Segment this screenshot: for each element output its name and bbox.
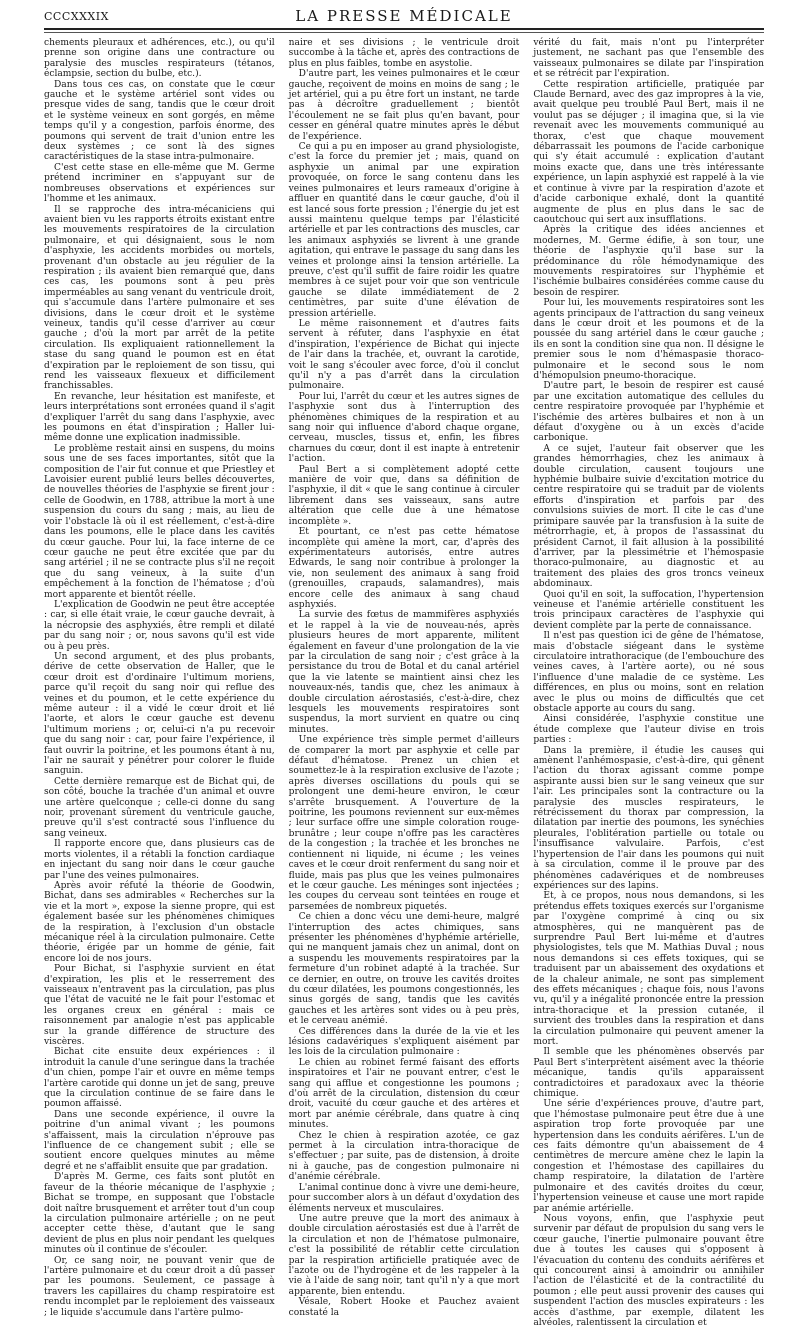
paragraph: Vésale, Robert Hooke et Pauchez avaient constaté la [288, 1297, 520, 1318]
paragraph: Il rapporte encore que, dans plusieurs cas de morts violentes, il a rétabli la fonction cardiaque en injectant du sang noir dans le cœur gauche par l'une des veines pulmonaires. [44, 839, 275, 881]
paragraph: C'est cette stase en elle-même que M. Germe prétend incriminer en s'appuyant sur de nombreuses observations et expériences sur l'homme et les animaux. [44, 162, 275, 205]
paragraph: Chez le chien à respiration azotée, ce gaz permet à la circulation intra-thoracique de s'effectuer ; par suite, pas de distension, à droite ni à gauche, pas de congestion pulmonaire ni d'anémie cérébrale. [288, 1130, 520, 1183]
paragraph: Ainsi considérée, l'asphyxie constitue une étude complexe que l'auteur divise en trois parties : [533, 714, 765, 746]
paragraph: Dans la première, il étudie les causes qui amènent l'anhémospasie, c'est-à-dire, qui gênent l'action du thorax agissant comme pompe aspirante aussi bien sur le sang veineux que sur l'air. Les principales sont la contracture ou la paralysie des muscles respirateurs, le rétrécissement du thorax par compression, la dilatation par inertie des poumons, les synéchies pleurales, l'oblitération partielle ou totale ou l'insuffisance valvulaire. Parfois, c'est l'hypertension de l'air dans les poumons qui nuit à sa circulation, comme il le prouve par des phénomènes cadavériques et de nombreuses expériences sur des lapins. [533, 745, 765, 891]
paragraph: Dans tous ces cas, on constate que le cœur gauche et le système artériel sont vides ou presque vides de sang, tandis que le cœur droit et le système veineux en sont gorgés, en même temps qu'il y a congestion, parfois énorme, des poumons qui servent de trait d'union entre les deux systèmes ; ce sont là des signes caractéristiques de la stase intra-pulmonaire. [44, 79, 275, 163]
paragraph: D'autre part, le besoin de respirer est causé par une excitation automatique des cellules du centre respiratoire provoquée par l'hyphémie et l'ischémie des artères bulbaires et non à un défaut d'oxygène ou à un excès d'acide carbonique. [533, 381, 765, 444]
paragraph: A ce sujet, l'auteur fait observer que les grandes hémorrhagies, chez les animaux à double circulation, causent toujours une hyphémie bulbaire suivie d'excitation motrice du centre respiratoire qui se traduit par de violents efforts d'inspiration et parfois par des convulsions suivies de mort. Il cite le cas d'une primipare sauvée par la transfusion à la suite de métrorrhagie, et, à propos de l'assassinat du président Carnot, il fait allusion à la possibilité d'arriver, par la plessimétrie et l'hémospasie thoraco-pulmonaire, au diagnostic et au traitement des plaies des gros troncs veineux abdominaux. [533, 443, 765, 590]
paragraph: Paul Bert a si complètement adopté cette manière de voir que, dans sa définition de l'asphyxie, il dit « que le sang continue à circuler librement dans ses vaisseaux, sans autre altération que celle due à une hématose incomplète ». [288, 464, 520, 527]
paragraph: D'autre part, les veines pulmonaires et le cœur gauche, reçoivent de moins en moins de sang ; le jet artériel, qui a pu être fort un instant, ne tarde pas à décroître graduellement ; bientôt l'écoulement ne se fait plus qu'en bavant, pour cesser en général quatre minutes après le début de l'expérience. [288, 69, 520, 142]
paragraph: chements pleuraux et adhérences, etc.), ou qu'il prenne son origine dans une contracture ou paralysie des muscles respirateurs (tétanos, éclampsie, section du bulbe, etc.). [44, 38, 275, 80]
paragraph: Et, à ce propos, nous nous demandons, si les prétendus effets toxiques exercés sur l'organisme par l'oxygène comprimé à cinq ou six atmosphères, qui ne manquèrent pas de surprendre Paul Bert lui-même et d'autres physiologistes, tels que M. Mathias Duval ; nous nous demandons si ces effets toxiques, qui se traduisent par un abaissement des oxydations et de la chaleur animale, ne sont pas simplement des effets mécaniques ; chaque fois, nous l'avons vu, qu'il y a inégalité prononcée entre la pression intra-thoracique et la pression cutanée, il survient des troubles dans la respiration et dans la circulation pulmonaire qui peuvent amener la mort. [533, 891, 765, 1047]
paragraph: Il semble que les phénomènes observés par Paul Bert s'interprètent aisément avec la théorie mécanique, tandis qu'ils apparaissent contradictoires et paradoxaux avec la théorie chimique. [533, 1047, 765, 1100]
paragraph: Une expérience très simple permet d'ailleurs de comparer la mort par asphyxie et celle par défaut d'hématose. Prenez un chien et soumettez-le à la respiration exclusive de l'azote ; après diverses oscillations du pouls qui se prolongent une demi-heure environ, le cœur s'arrête brusquement. A l'ouverture de la poitrine, les poumons reviennent sur eux-mêmes ; leur surface offre une simple coloration rouge-brunâtre ; leur coupe n'offre pas les caractères de la congestion ; la trachée et les bronches ne contiennent ni liquide, ni écume ; les veines caves et le cœur droit renferment du sang noir et fluide, mais pas plus que les veines pulmonaires et le cœur gauche. Les méninges sont injectées ; les coupes du cerveau sont teintées en rouge et parsemées de nombreux piquetés. [288, 735, 520, 912]
paragraph: naire et ses divisions ; le ventricule droit succombe à la tâche et, après des contractions de plus en plus faibles, tombe en asystolie. [288, 38, 520, 69]
paragraph: Une série d'expériences prouve, d'autre part, que l'hémostase pulmonaire peut être due à une aspiration trop forte provoquée par une hypertension dans les conduits aérifères. L'un de ces faits démontre qu'un abaissement de 4 centimètres de mercure amène chez le lapin la congestion et l'hémostase des capillaires du champ respiratoire, la dilatation de l'artère pulmonaire et des cavités droites du cœur, l'hypertension veineuse et cause une mort rapide par anémie artérielle. [533, 1099, 765, 1214]
paragraph: Le problème restait ainsi en suspens, du moins sous une de ses faces importantes, sitôt que la composition de l'air fut connue et que Priestley et Lavoisier eurent publié leurs belles découvertes, de nouvelles théories de l'asphyxie se firent jour : celle de Goodwin, en 1788, attribue la mort à une suspension du cours du sang ; mais, au lieu de voir l'obstacle là où il est réellement, c'est-à-dire dans les poumons, elle le place dans les cavités du cœur gauche. Pour lui, la face interne de ce cœur gauche ne peut être excitée que par du sang artériel ; il ne se contracte plus s'il ne reçoit que du sang veineux, à la suite d'un empêchement à la fonction de l'hématose ; d'où mort apparente et bientôt réelle. [44, 443, 275, 600]
paragraph: Dans une seconde expérience, il ouvre la poitrine d'un animal vivant ; les poumons s'affaissent, mais la circulation n'éprouve pas l'influence de ce changement subit ; elle se soutient encore quelques minutes au même degré et ne s'affaiblit ensuite que par gradation. [44, 1109, 275, 1172]
column-2 [288, 38, 520, 1318]
paragraph: Pour lui, l'arrêt du cœur et les autres signes de l'asphyxie sont dus à l'interruption des phénomènes chimiques de la respiration et au sang noir qui influence d'abord chaque organe, cerveau, muscles, tissus et, enfin, les fibres charnues du cœur, dont il est inapte à entretenir l'action. [288, 391, 520, 465]
header-rule-thin [44, 32, 764, 33]
paragraph: Après avoir réfuté la théorie de Goodwin, Bichat, dans ses admirables « Recherches sur la vie et la mort », expose la sienne propre, qui est également basée sur les phénomènes chimiques de la respiration, à l'exclusion d'un obstacle mécanique réel à la circulation pulmonaire. Cette théorie, érigée par un homme de génie, fait encore loi de nos jours. [44, 880, 275, 964]
paragraph: Nous voyons, enfin, que l'asphyxie peut survenir par défaut de propulsion du sang vers le cœur gauche, l'inertie pulmonaire pouvant être due à toutes les causes qui s'opposent à l'évacuation du contenu des conduits aérifères et qui concourent ainsi à amoindrir ou annihiler l'action de l'élasticité et de la contractilité du poumon ; elle peut aussi provenir des causes qui suspendent l'action des muscles expirateurs : les accès d'asthme, par exemple, dilatent les alvéoles, ralentissent la circulation et [533, 1213, 765, 1328]
paragraph: Et pourtant, ce n'est pas cette hématose incomplète qui amène la mort, car, d'après des expérimentateurs autorisés, entre autres Edwards, le sang noir contribue à prolonger la vie, non seulement des animaux à sang froid (grenouilles, crapauds, salamandres), mais encore celle des animaux à sang chaud asphyxiés. [288, 527, 520, 610]
paragraph: Bichat cite ensuite deux expériences : il introduit la canule d'une seringue dans la trachée d'un chien, pompe l'air et ouvre en même temps l'artère carotide qui donne un jet de sang, preuve que la circulation continue de se faire dans le poumon affaissé. [44, 1047, 275, 1110]
paragraph: Après la critique des idées anciennes et modernes, M. Germe édifie, à son tour, une théorie de l'asphyxie qu'il base sur la prédominance du rôle hémodynamique des mouvements respiratoires sur l'hyphémie et l'ischémie bulbaires considérées comme cause du besoin de respirer. [533, 225, 765, 298]
paragraph: La survie des fœtus de mammifères asphyxiés et le rappel à la vie de nouveau-nés, après plusieurs heures de mort apparente, militent également en faveur d'une prolongation de la vie par la circulation de sang noir ; c'est grâce à la persistance du trou de Botal et du canal artériel que la vie latente se maintient ainsi chez les nouveaux-nés, tandis que, chez les animaux à double circulation aérostasiés, c'est-à-dire, chez lesquels les mouvements respiratoires sont suspendus, la mort survient en quatre ou cinq minutes. [288, 610, 520, 735]
paragraph: L'animal continue donc à vivre une demi-heure, pour succomber alors à un défaut d'oxydation des éléments nerveux et musculaires. [288, 1182, 520, 1214]
paragraph: Cette respiration artificielle, pratiquée par Claude Bernard, avec des gaz impropres à la vie, avait quelque peu troublé Paul Bert, mais il ne voulut pas se déjuger ; il imagina que, si la vie revenait avec les mouvements communiqué au thorax, c'est que chaque mouvement débarrassait les poumons de l'acide carbonique qui s'y était accumulé : explication d'autant moins exacte que, dans une très intéressante expérience, un lapin asphyxié est rappelé à la vie et continue à vivre par la respiration d'azote et d'acide carbonique exhalé, dont la quantité augmente de plus en plus dans le sac de caoutchouc qui sert aux insufflations. [533, 79, 765, 225]
paragraph: Le chien au robinet fermé faisant des efforts inspiratoires et l'air ne pouvant entrer, c'est le sang qui afflue et congestionne les poumons ; d'où arrêt de la circulation, distension du cœur droit, vacuité du cœur gauche et des artères et mort par anémie cérébrale, dans quatre à cinq minutes. [288, 1057, 520, 1131]
paragraph: Le même raisonnement et d'autres faits servent à réfuter, dans l'asphyxie en état d'inspiration, l'expérience de Bichat qui injecte de l'air dans la trachée, et, ouvrant la carotide, voit le sang s'écouler avec force, d'où il conclut qu'il n'y a pas d'arrêt dans la circulation pulmonaire. [288, 318, 520, 392]
text-columns [44, 38, 765, 1328]
paragraph: Ce chien a donc vécu une demi-heure, malgré l'interruption des actes chimiques, sans présenter les phénomènes d'hyphémie artérielle, qui ne manquent jamais chez un animal, dont on a suspendu les mouvements respiratoires par la fermeture d'un robinet adapté à la trachée. Sur ce dernier, en outre, on trouve les cavités droites du cœur dilatées, les poumons congestionnés, les sinus gorgés de sang, tandis que les cavités gauches et les artères sont vides ou à peu près, et le cerveau anémié. [288, 912, 520, 1027]
paragraph: En revanche, leur hésitation est manifeste, et leurs interprétations sont erronées quand il s'agit d'expliquer l'arrêt du sang dans l'asphyxie, avec les poumons en état d'inspiration ; Haller lui-même donne une explication inadmissible. [44, 391, 275, 444]
header-rule [44, 28, 764, 30]
paragraph: Un second argument, et des plus probants, dérive de cette observation de Haller, que le cœur droit est d'ordinaire l'ultimum moriens, parce qu'il reçoit du sang noir qui reflue des veines et du poumon, et le cette expérience du même auteur : il a vidé le cœur droit et lié l'aorte, et alors le cœur gauche est devenu l'ultimum moriens ; or, celui-ci n'a pu recevoir que du sang noir : car, pour faire l'expérience, il faut ouvrir la poitrine, et les poumons étant à nu, l'air ne saurait y pénétrer pour colorer le fluide sanguin. [44, 651, 275, 777]
paragraph: Il n'est pas question ici de gêne de l'hématose, mais d'obstacle siégeant dans le système circulatoire intrathoracique (de l'embouchure des veines caves, à l'artère aorte), ou né sous l'influence d'une maladie de ce système. Les différences, en plus ou moins, sont en relation avec le plus ou moins de difficultés que cet obstacle apporte au cours du sang. [533, 631, 765, 714]
paragraph: vérité du fait, mais n'ont pu l'interpréter justement, ne sachant pas que l'ensemble des vaisseaux pulmonaires se dilate par l'inspiration et se rétrécit par l'expiration. [533, 38, 765, 80]
page-number: CCCXXXIX [44, 10, 109, 23]
paragraph: D'après M. Germe, ces faits sont plutôt en faveur de la théorie mécanique de l'asphyxie ; Bichat se trompe, en supposant que l'obstacle doit naître brusquement et arrêter tout d'un coup la circulation pulmonaire artérielle ; on ne peut accepter cette thèse, d'autant que le sang devient de plus en plus noir pendant les quelques minutes où il continue de s'écouler. [44, 1172, 275, 1256]
paragraph: Il se rapproche des intra-mécaniciens qui avaient bien vu les rapports étroits existant entre les mouvements respiratoires de la circulation pulmonaire, et qui désignaient, sous le nom d'asphyxie, les accidents morbides ou mortels, provenant d'un obstacle au jeu régulier de la respiration ; ils avaient bien remarqué que, dans ces cas, les poumons sont à peu près imperméables au sang venant du ventricule droit, qui s'accumule dans l'artère pulmonaire et ses divisions, dans le cœur droit et le système veineux, tandis qu'il cesse d'arriver au cœur gauche ; d'où la mort par arrêt de la petite circulation. Ils expliquaient rationnellement la stase du sang quand le poumon est en état d'expiration par le reploiement de son tissu, qui rend les vaisseaux flexueux et difficilement franchissables. [44, 204, 275, 392]
paragraph: Quoi qu'il en soit, la suffocation, l'hypertension veineuse et l'anémie artérielle constituent les trois principaux caractères de l'asphyxie qui devient complète par la perte de connaissance. [533, 589, 765, 631]
paragraph: L'explication de Goodwin ne peut être acceptée : car, si elle était vraie, le cœur gauche devrait, à la nécropsie des asphyxiés, être rempli et dilaté par du sang noir ; or, nous savons qu'il est vide ou à peu près. [44, 599, 275, 652]
paragraph: Ce qui a pu en imposer au grand physiologiste, c'est la force du premier jet ; mais, quand on asphyxie un animal par une expiration provoquée, on force le sang contenu dans les veines pulmonaires et leurs rameaux d'origine à affluer en quantité dans le cœur gauche, d'où il est lancé sous forte pression ; l'énergie du jet est aussi maintenu quelque temps par l'élasticité artérielle et par les contractions des muscles, car les animaux asphyxiés se livrent à une grande agitation, qui entrave le passage du sang dans les veines et prolonge ainsi la tension artérielle. La preuve, c'est qu'il suffit de faire roidir les quatre membres à ce sujet pour voir que son ventricule gauche se dilate immédiatement de 2 centimètres, par suite d'une élévation de pression artérielle. [288, 142, 520, 319]
column-3 [533, 38, 765, 1328]
journal-title: LA PRESSE MÉDICALE [295, 7, 513, 25]
paragraph: Ces différences dans la durée de la vie et les lésions cadavériques s'expliquent aisément par les lois de la circulation pulmonaire : [288, 1026, 520, 1058]
paragraph: Pour Bichat, si l'asphyxie survient en état d'expiration, les plis et le resserrement des vaisseaux n'entravent pas la circulation, pas plus que l'état de vacuité ne le fait pour l'estomac et les organes creux en général : mais ce raisonnement par analogie n'est pas applicable sur la grande différence de structure des viscères. [44, 964, 275, 1047]
paragraph: Or, ce sang noir, ne pouvant venir que de l'artère pulmonaire et du cœur droit a dû passer par les poumons. Seulement, ce passage à travers les capillaires du champ respiratoire est rendu incomplet par le reploiement des vaisseaux ; le liquide s'accumule dans l'artère pulmo- [44, 1255, 275, 1318]
column-1 [44, 38, 275, 1318]
paragraph: Une autre preuve que la mort des animaux à double circulation aérostasiés est due à l'arrêt de la circulation et non de l'hématose pulmonaire, c'est la possibilité de rétablir cette circulation par la respiration artificielle pratiquée avec de l'azote ou de l'hydrogène et de les rappeler à la vie à l'aide de sang noir, tant qu'il n'y a que mort apparente, bien entendu. [288, 1213, 520, 1297]
paragraph: Pour lui, les mouvements respiratoires sont les agents principaux de l'attraction du sang veineux dans le cœur droit et les poumons et de la poussée du sang artériel dans le cœur gauche ; ils en sont la condition sine qua non. Il désigne le premier sous le nom d'hémaspasie thoraco-pulmonaire et le second sous le nom d'hémopulsion pneumo-thoracique. [533, 298, 765, 381]
paragraph: Cette dernière remarque est de Bichat qui, de son côté, bouche la trachée d'un animal et ouvre une artère quelconque ; celle-ci donne du sang noir, provenant sûrement du ventricule gauche, preuve qu'il s'est contracté sous l'influence du sang veineux. [44, 776, 275, 839]
